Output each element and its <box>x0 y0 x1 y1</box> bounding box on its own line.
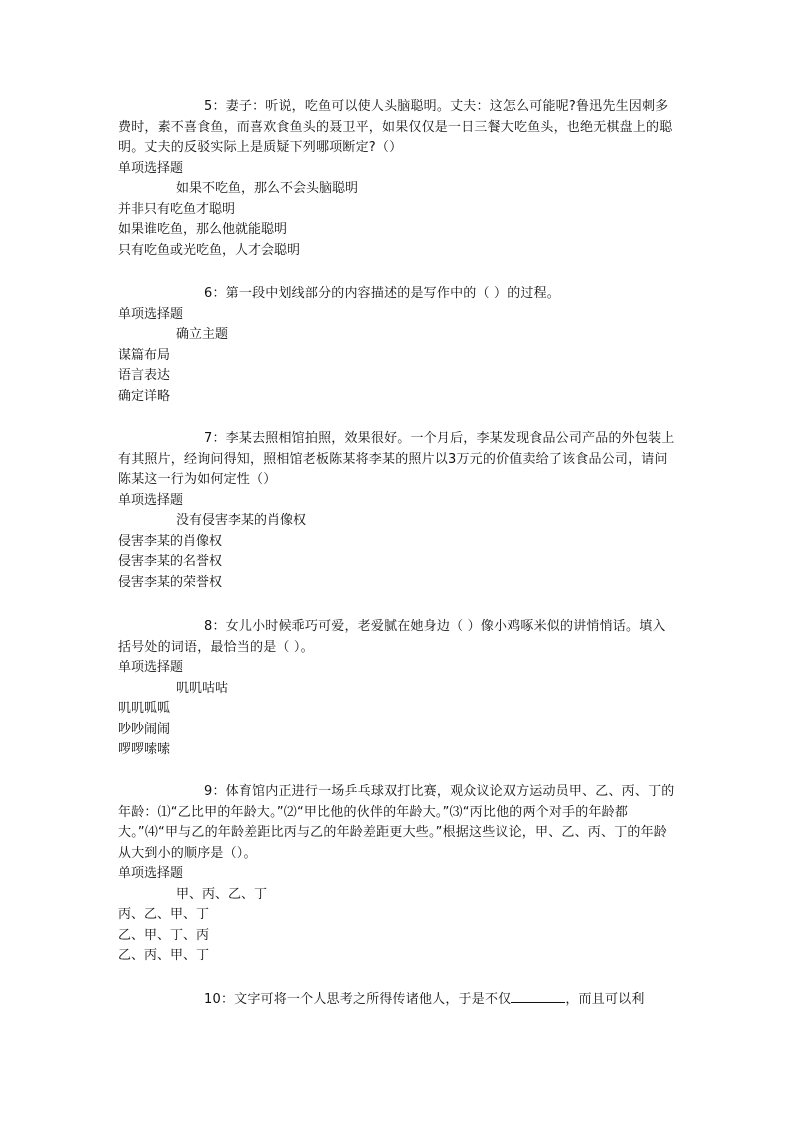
question-number: 9： <box>204 784 226 799</box>
option-a: 如果不吃鱼，那么不会头脑聪明 <box>176 181 359 196</box>
option-a: 没有侵害李某的肖像权 <box>176 513 307 528</box>
question-type: 单项选择题 <box>118 660 184 675</box>
option-a: 叽叽咕咕 <box>176 680 229 696</box>
option-d: 只有吃鱼或光吃鱼，人才会聪明 <box>118 242 301 258</box>
question-number: 7： <box>204 431 226 446</box>
option-c: 如果谁吃鱼，那么他就能聪明 <box>118 222 288 237</box>
question-type: 单项选择题 <box>118 492 184 508</box>
fill-in-blank <box>511 990 565 1003</box>
question-number: 8： <box>204 619 226 634</box>
question-text: 女儿小时候乖巧可爱，老爱腻在她身边（ ）像小鸡啄米似的讲悄悄话。填入括号处的词语，最恰当的是（ ）。 <box>118 619 666 655</box>
question-stem <box>118 429 678 491</box>
question-type: 单项选择题 <box>118 866 184 881</box>
question-stem <box>118 617 678 658</box>
option-b: 并非只有吃鱼才聪明 <box>118 201 236 217</box>
option-d: 乙、丙、甲、丁 <box>118 948 210 963</box>
question-number: 10： <box>204 992 235 1007</box>
question-text-after-blank: ，而且可以利 <box>565 992 645 1007</box>
question-number: 5： <box>204 99 226 114</box>
question-10 <box>118 990 678 1011</box>
option-c: 乙、甲、丁、丙 <box>118 927 210 943</box>
option-a: 甲、丙、乙、丁 <box>176 886 268 902</box>
question-number: 6： <box>204 286 226 301</box>
question-text-before-blank: 文字可将一个人思考之所得传诸他人，于是不仅 <box>234 992 512 1007</box>
option-c: 语言表达 <box>118 368 171 383</box>
question-6 <box>118 284 678 407</box>
option-c: 侵害李某的名誉权 <box>118 554 223 569</box>
option-d: 确定详略 <box>118 388 171 404</box>
question-stem <box>118 990 678 1011</box>
option-d: 啰啰嗦嗦 <box>118 742 171 757</box>
question-stem <box>118 782 678 864</box>
question-9 <box>118 782 678 967</box>
option-b: 丙、乙、甲、丁 <box>118 907 210 922</box>
question-type: 单项选择题 <box>118 160 184 176</box>
question-text: 第一段中划线部分的内容描述的是写作中的（ ）的过程。 <box>225 286 561 301</box>
option-b: 谋篇布局 <box>118 347 171 363</box>
option-d: 侵害李某的荣誉权 <box>118 574 223 590</box>
question-text: 妻子：听说，吃鱼可以使人头脑聪明。丈夫：这怎么可能呢?鲁迅先生因刺多费时，素不喜食鱼，而喜欢食鱼头的聂卫平，如果仅仅是一日三餐大吃鱼头，也绝无棋盘上的聪明。丈夫的反驳实际上是质疑下列哪项断定?（） <box>118 99 673 155</box>
question-8 <box>118 617 678 761</box>
question-5 <box>118 97 678 261</box>
question-stem <box>118 97 678 159</box>
option-c: 吵吵闹闹 <box>118 721 171 737</box>
option-a: 确立主题 <box>176 327 229 342</box>
option-b: 侵害李某的肖像权 <box>118 533 223 549</box>
option-b: 叽叽呱呱 <box>118 701 171 716</box>
question-type: 单项选择题 <box>118 306 184 322</box>
question-stem <box>118 284 678 305</box>
question-text: 体育馆内正进行一场乒乓球双打比赛，观众议论双方运动员甲、乙、丙、丁的年龄：⑴“乙比甲的年龄大。”⑵“甲比他的伙伴的年龄大。”⑶“丙比他的两个对手的年龄都大。”⑷“甲与乙的年龄差距比丙与乙的年龄差距更大些。”根据这些议论，甲、乙、丙、丁的年龄从大到小的顺序是（）。 <box>118 784 675 861</box>
question-text: 李某去照相馆拍照，效果很好。一个月后，李某发现食品公司产品的外包装上有其照片，经询问得知，照相馆老板陈某将李某的照片以3万元的价值卖给了该食品公司，请问陈某这一行为如何定性（） <box>118 431 675 487</box>
question-7 <box>118 429 678 593</box>
